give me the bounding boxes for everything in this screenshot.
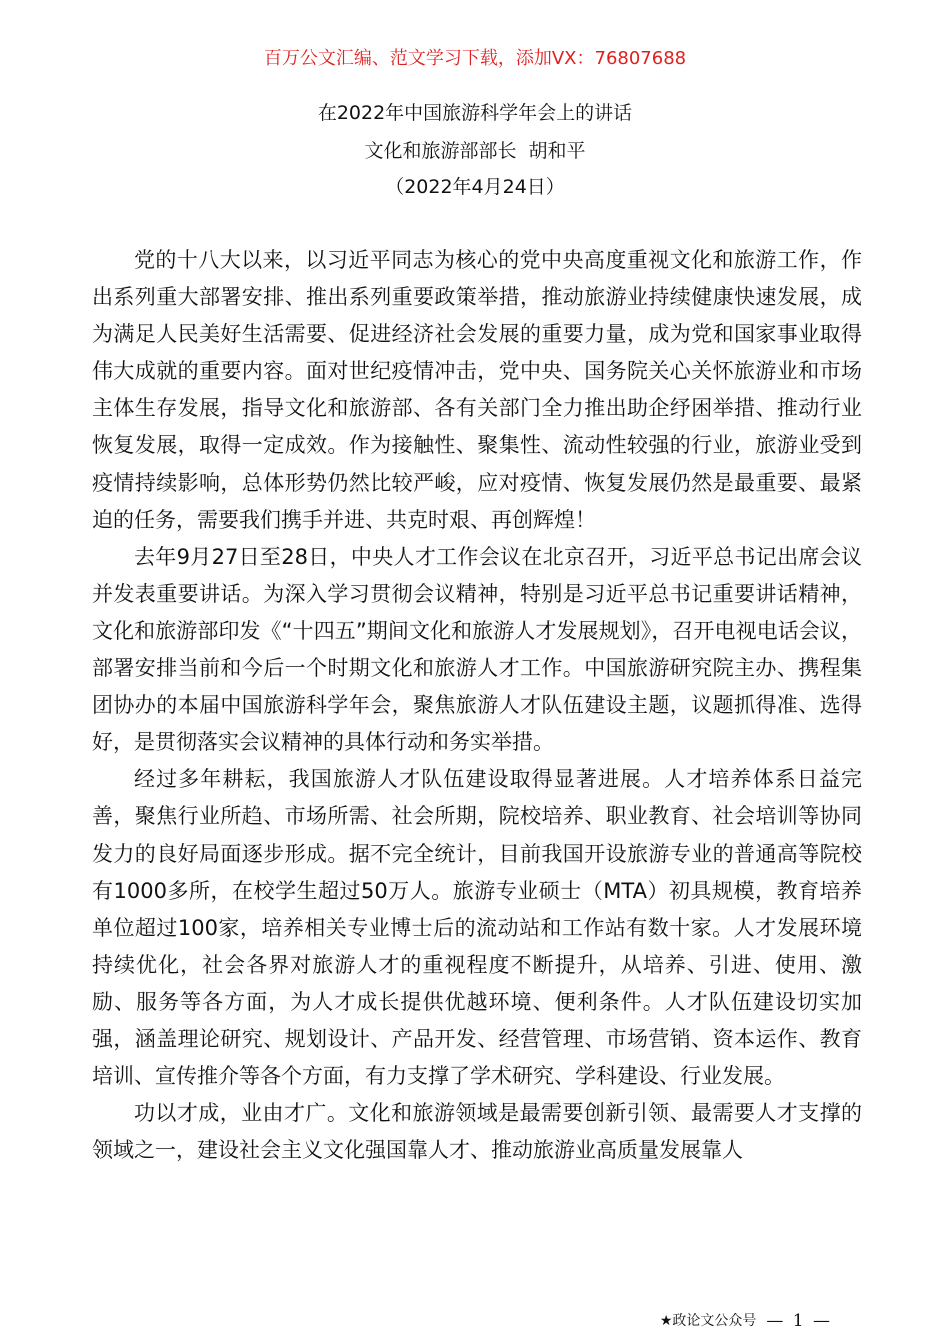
paragraph-3: 经过多年耕耘，我国旅游人才队伍建设取得显著进展。人才培养体系日益完善，聚焦行业所趋、市场所需、社会所期，院校培养、职业教育、社会培训等协同发力的良好局面逐步形成。据不完全统计，目前我国开设旅游专业的普通高等院校有1000多所，在校学生超过50万人。旅游专业硕士（MTA）初具规模，教育培养单位超过100家，培养相关专业博士后的流动站和工作站有数十家。人才发展环境持续优化，社会各界对旅游人才的重视程度不断提升，从培养、引进、使用、激励、服务等各方面，为人才成长提供优越环境、便利条件。人才队伍建设切实加强，涵盖理论研究、规划设计、产品开发、经营管理、市场营销、资本运作、教育培训、宣传推介等各个方面，有力支撑了学术研究、学科建设、行业发展。 — [92, 767, 862, 1089]
paragraph-4: 功以才成，业由才广。文化和旅游领域是最需要创新引领、最需要人才支撑的领域之一，建设社会主义文化强国靠人才、推动旅游业高质量发展靠人 — [92, 1101, 862, 1163]
speech-date: （2022年4月24日） — [385, 176, 565, 198]
page-number: — 1 — — [766, 1311, 832, 1331]
page-footer — [660, 1310, 832, 1332]
footer-source: ★政论文公众号 — [659, 1313, 757, 1329]
promo-banner: 百万公文汇编、范文学习下载，添加VX：76807688 — [263, 48, 687, 69]
speaker-line: 文化和旅游部部长 胡和平 — [364, 140, 586, 162]
paragraph-2: 去年9月27日至28日，中央人才工作会议在北京召开，习近平总书记出席会议并发表重要讲话。为深入学习贯彻会议精神，特别是习近平总书记重要讲话精神，文化和旅游部印发《“十四五”期间文化和旅游人才发展规划》，召开电视电话会议，部署安排当前和今后一个时期文化和旅游人才工作。中国旅游研究院主办、携程集团协办的本届中国旅游科学年会，聚焦旅游人才队伍建设主题，议题抓得准、选得好，是贯彻落实会议精神的具体行动和务实举措。 — [92, 544, 862, 755]
speech-title: 在2022年中国旅游科学年会上的讲话 — [317, 102, 633, 124]
paragraph-1: 党的十八大以来，以习近平同志为核心的党中央高度重视文化和旅游工作，作出系列重大部署安排、推出系列重要政策举措，推动旅游业持续健康快速发展，成为满足人民美好生活需要、促进经济社会发展的重要力量，成为党和国家事业取得伟大成就的重要内容。面对世纪疫情冲击，党中央、国务院关心关怀旅游业和市场主体生存发展，指导文化和旅游部、各有关部门全力推出助企纾困举措、推动行业恢复发展，取得一定成效。作为接触性、聚集性、流动性较强的行业，旅游业受到疫情持续影响，总体形势仍然比较严峻，应对疫情、恢复发展仍然是最重要、最紧迫的任务，需要我们携手并进、共克时艰、再创辉煌！ — [92, 248, 862, 532]
speech-body — [92, 242, 862, 1169]
